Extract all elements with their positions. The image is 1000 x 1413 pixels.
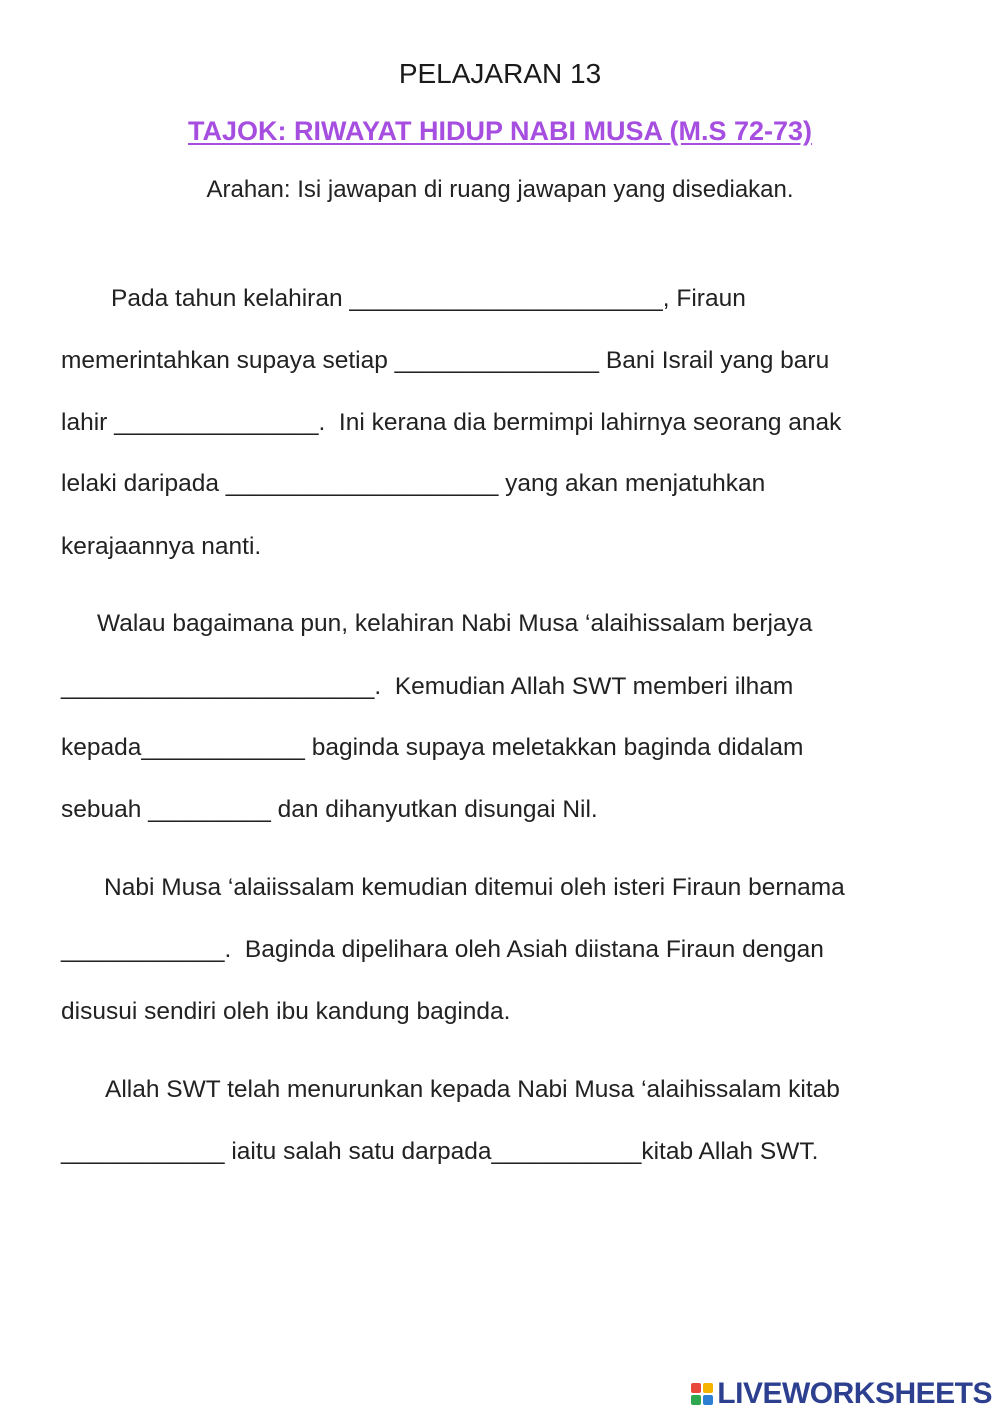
lesson-number: PELAJARAN 13 xyxy=(398,58,602,89)
paragraph-1-line-5: kerajaannya nanti. xyxy=(61,533,262,560)
paragraph-4-line-2: ____________ iaitu salah satu darpada___________kitab Allah SWT. xyxy=(61,1138,819,1165)
liveworksheets-logo xyxy=(691,1377,992,1411)
paragraph-3-line-1: Nabi Musa ‘alaiissalam kemudian ditemui oleh isteri Firaun bernama xyxy=(104,874,845,901)
logo-square-yellow xyxy=(703,1383,713,1393)
instruction-text: Arahan: Isi jawapan di ruang jawapan yang disediakan. xyxy=(206,176,794,203)
paragraph-1-line-4: lelaki daripada ____________________ yang akan menjatuhkan xyxy=(61,470,766,497)
paragraph-2-line-3: kepada____________ baginda supaya meletakkan baginda didalam xyxy=(61,734,804,761)
paragraph-1-line-1: Pada tahun kelahiran _______________________, Firaun xyxy=(111,285,746,312)
paragraph-1-line-2: memerintahkan supaya setiap _______________ Bani Israil yang baru xyxy=(61,347,830,374)
logo-square-blue xyxy=(703,1395,713,1405)
paragraph-2-line-4: sebuah _________ dan dihanyutkan disungai Nil. xyxy=(61,796,598,823)
paragraph-3-line-3: disusui sendiri oleh ibu kandung baginda. xyxy=(61,998,511,1025)
paragraph-2-line-1: Walau bagaimana pun, kelahiran Nabi Musa ‘alaihissalam berjaya xyxy=(97,610,813,637)
topic-title: TAJOK: RIWAYAT HIDUP NABI MUSA (M.S 72-73) xyxy=(187,116,813,146)
liveworksheets-logo-icon xyxy=(691,1383,713,1405)
paragraph-1-line-3: lahir _______________. Ini kerana dia bermimpi lahirnya seorang anak xyxy=(61,409,842,436)
paragraph-4-line-1: Allah SWT telah menurunkan kepada Nabi Musa ‘alaihissalam kitab xyxy=(105,1076,840,1103)
logo-square-green xyxy=(691,1395,701,1405)
liveworksheets-brand-text: LIVEWORKSHEETS xyxy=(717,1377,992,1410)
logo-square-red xyxy=(691,1383,701,1393)
paragraph-3-line-2: ____________. Baginda dipelihara oleh Asiah diistana Firaun dengan xyxy=(61,936,824,963)
paragraph-2-line-2: _______________________. Kemudian Allah SWT memberi ilham xyxy=(61,673,794,700)
